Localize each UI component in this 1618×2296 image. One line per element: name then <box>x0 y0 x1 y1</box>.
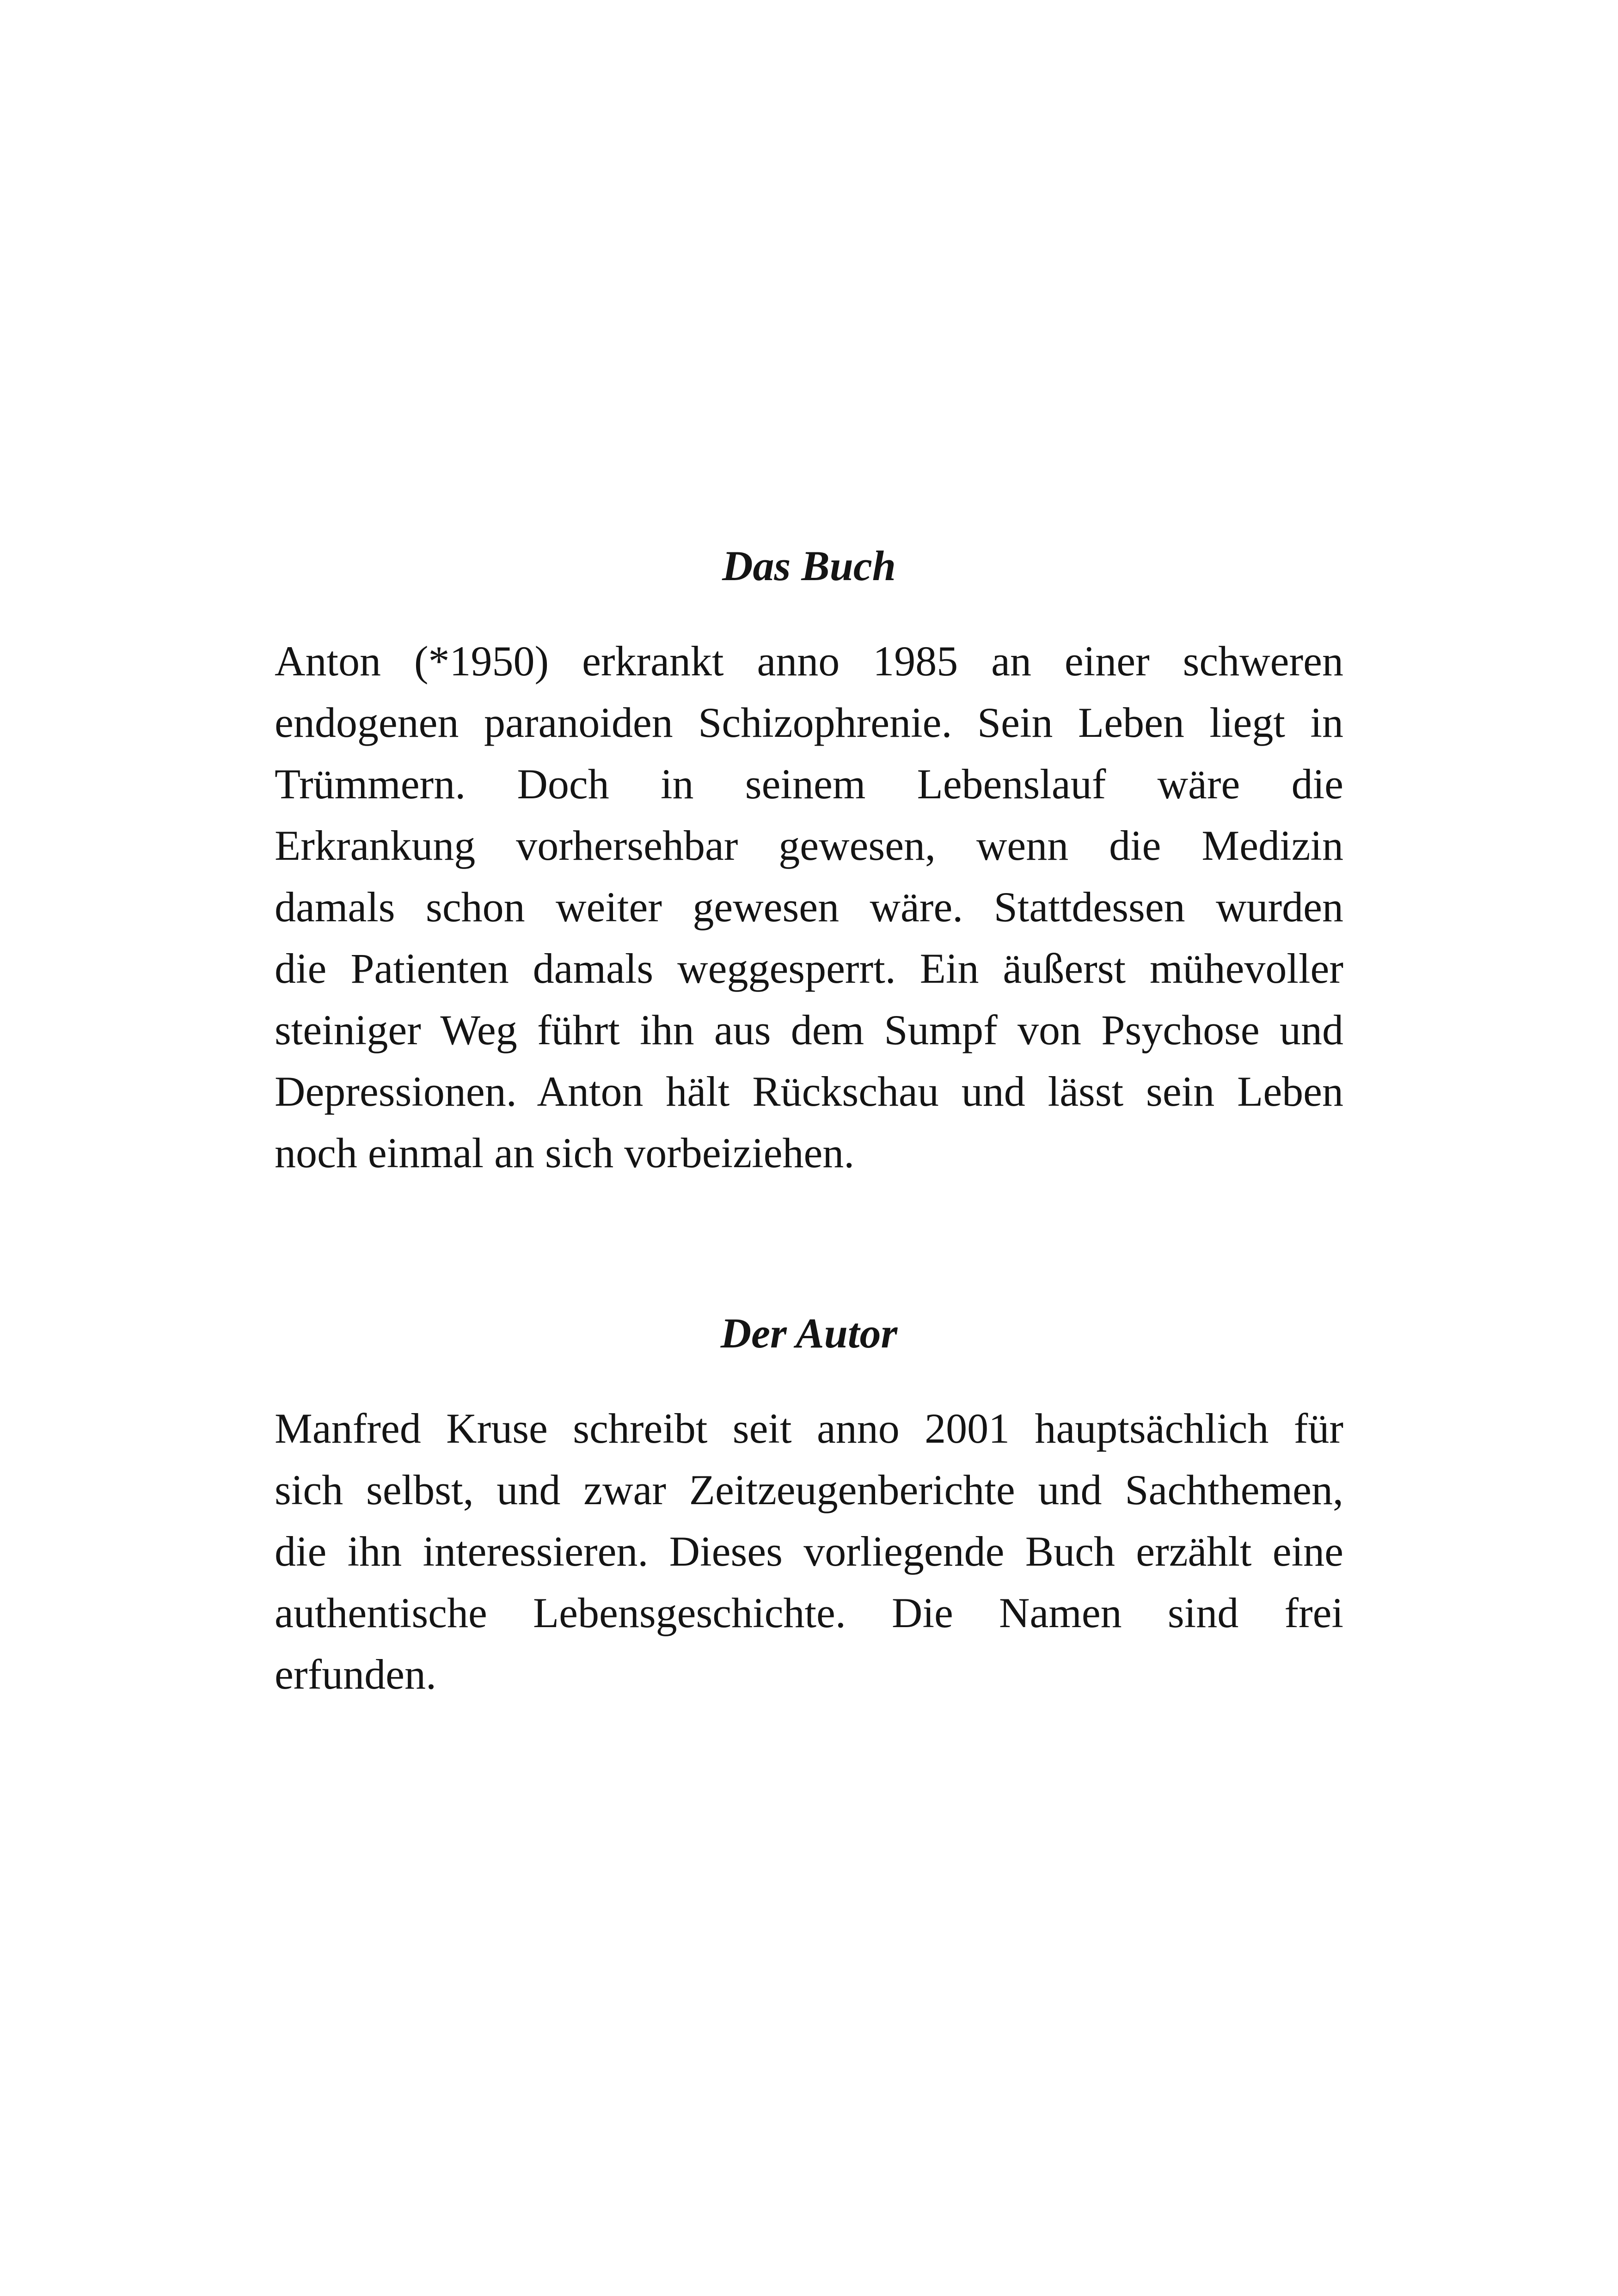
paragraph <box>275 1398 1343 1705</box>
text-line: sich selbst, und zwar Zeitzeugenberichte und Sachthemen, <box>275 1466 1343 1513</box>
text-line: steiniger Weg führt ihn aus dem Sumpf von Psychose und <box>275 1006 1343 1053</box>
text-line: noch einmal an sich vorbeiziehen. <box>275 1129 855 1176</box>
text-line: die Patienten damals weggesperrt. Ein äußerst mühevoller <box>275 945 1343 992</box>
section-author-body <box>275 1398 1343 1705</box>
text-line: die ihn interessieren. Dieses vorliegende Buch erzählt eine <box>275 1528 1343 1575</box>
text-line: Anton (*1950) erkrankt anno 1985 an einer schweren <box>275 637 1343 685</box>
section-heading: Der Autor <box>720 1310 898 1357</box>
text-line: erfunden. <box>275 1651 436 1698</box>
paragraph <box>275 631 1343 1184</box>
section-heading: Das Buch <box>722 542 896 589</box>
text-line: authentische Lebensgeschichte. Die Namen sind frei <box>275 1589 1343 1636</box>
section-book-heading-block <box>275 542 1343 589</box>
section-author-heading-block <box>275 1310 1343 1357</box>
section-book-body <box>275 631 1343 1184</box>
text-line: damals schon weiter gewesen wäre. Stattdessen wurden <box>275 883 1343 931</box>
text-line: Erkrankung vorhersehbar gewesen, wenn die Medizin <box>275 822 1343 869</box>
text-line: Depressionen. Anton hält Rückschau und lässt sein Leben <box>275 1068 1343 1115</box>
text-line: endogenen paranoiden Schizophrenie. Sein Leben liegt in <box>275 699 1343 746</box>
text-line: Trümmern. Doch in seinem Lebenslauf wäre die <box>275 760 1343 808</box>
text-line: Manfred Kruse schreibt seit anno 2001 hauptsächlich für <box>275 1405 1343 1452</box>
